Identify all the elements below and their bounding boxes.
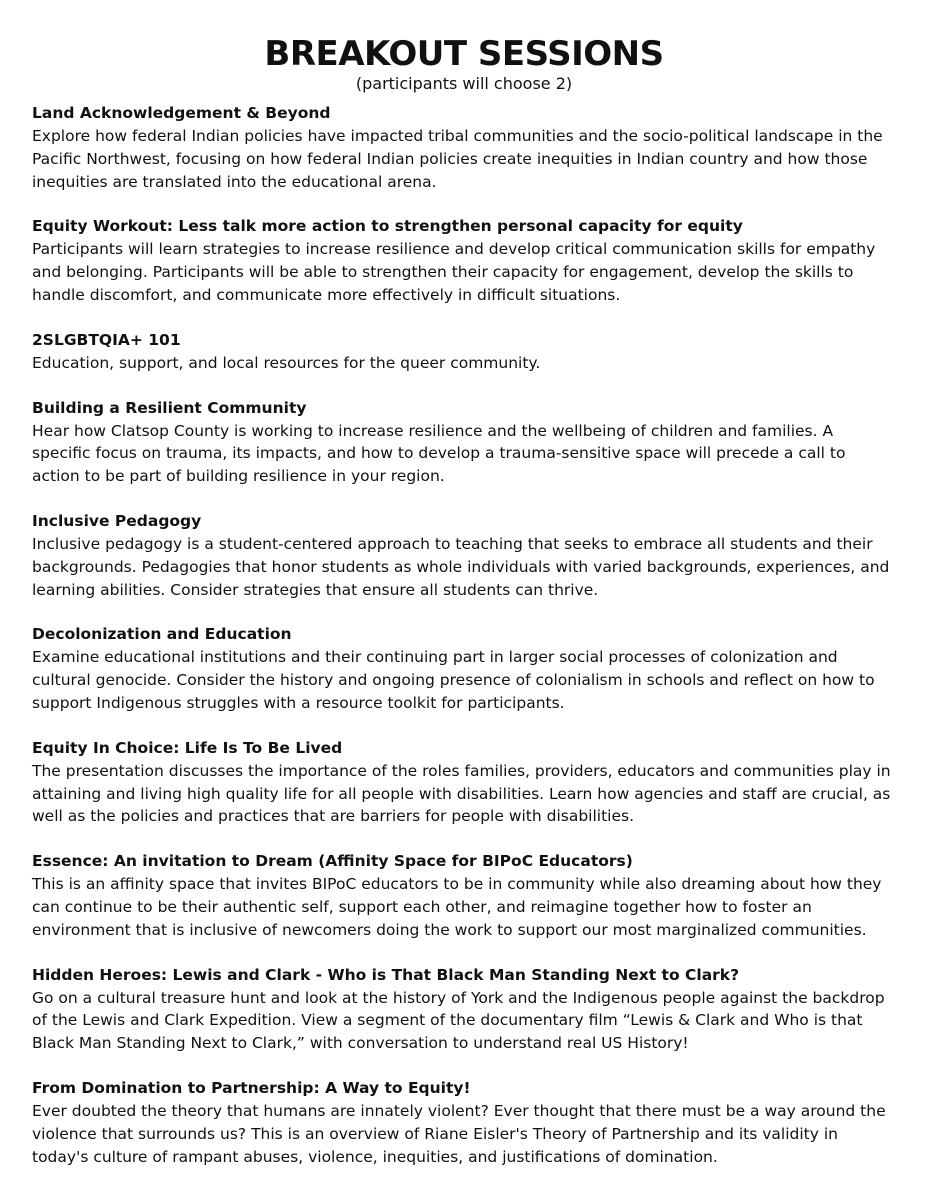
session-2slgbtqia-101 (32, 329, 896, 375)
session-title: Land Acknowledgement & Beyond (32, 104, 331, 122)
session-description: Hear how Clatsop County is working to increase resilience and the wellbeing of children and families. A specific focus on trauma, its impacts, and how to develop a trauma-sensitive space will precede a call to action to be part of building resilience in your region. (32, 421, 846, 486)
session-title: Building a Resilient Community (32, 398, 307, 417)
session-land-acknowledgement (32, 102, 896, 193)
session-title: Decolonization and Education (32, 625, 292, 644)
session-description: Ever doubted the theory that humans are innately violent? Ever thought that there must be a way around the violence that surrounds us? This is an overview of Riane Eisler's Theory of Partnership and its validity in today's culture of rampant abuses, violence, inequities, and justifications of domination. (32, 1101, 886, 1166)
session-resilient-community (32, 397, 896, 488)
session-description: This is an affinity space that invites BIPoC educators to be in community while also dreaming about how they can continue to be their authentic self, support each other, and reimagine together how to foster an environment that is inclusive of newcomers doing the work to support our most marginalized communities. (32, 875, 882, 939)
session-title: Equity Workout: Less talk more action to strengthen personal capacity for equity (32, 217, 743, 236)
session-equity-in-choice (32, 737, 896, 828)
session-description: Education, support, and local resources for the queer community. (32, 353, 541, 372)
session-essence-affinity-space (32, 850, 896, 941)
session-description: Examine educational institutions and their continuing part in larger social processes of colonization and cultural genocide. Consider the history and ongoing presence of colonialism in schools and reflect on how to support Indigenous struggles with a resource toolkit for participants. (32, 648, 875, 712)
session-description: The presentation discusses the importance of the roles families, providers, educators and communities play in attaining and living high quality life for all people with disabilities. Learn how agencies and staff are crucial, as well as the policies and practices that are barriers for people with disabilities. (32, 761, 891, 826)
page-subtitle: (participants will choose 2) (355, 74, 573, 93)
session-inclusive-pedagogy (32, 510, 896, 601)
page-title: BREAKOUT SESSIONS (264, 34, 664, 74)
session-title: Hidden Heroes: Lewis and Clark - Who is That Black Man Standing Next to Clark? (32, 965, 740, 984)
session-title: Essence: An invitation to Dream (Affinity Space for BIPoC Educators) (32, 852, 633, 871)
session-description: Explore how federal Indian policies have impacted tribal communities and the socio-political landscape in the Pacific Northwest, focusing on how federal Indian policies create inequities in Indian country and how those inequities are translated into the educational arena. (32, 127, 883, 191)
session-title: 2SLGBTQIA+ 101 (32, 330, 181, 349)
session-decolonization-education (32, 623, 896, 714)
session-domination-to-partnership (32, 1077, 896, 1168)
session-equity-workout (32, 215, 896, 306)
session-hidden-heroes (32, 964, 896, 1055)
session-title: From Domination to Partnership: A Way to Equity! (32, 1078, 471, 1097)
session-description: Go on a cultural treasure hunt and look at the history of York and the Indigenous people against the backdrop of the Lewis and Clark Expedition. View a segment of the documentary film “Lewis & Clark and Who is that Black Man Standing Next to Clark,” with conversation to understand real US History! (32, 988, 885, 1053)
session-description: Inclusive pedagogy is a student-centered approach to teaching that seeks to embrace all students and their backgrounds. Pedagogies that honor students as whole individuals with varied backgrounds, experiences, and learning abilities. Consider strategies that ensure all students can thrive. (32, 534, 890, 599)
session-description: Participants will learn strategies to increase resilience and develop critical communication skills for empathy and belonging. Participants will be able to strengthen their capacity for engagement, develop the skills to handle discomfort, and communicate more effectively in difficult situations. (32, 240, 876, 304)
session-title: Inclusive Pedagogy (32, 511, 202, 530)
session-title: Equity In Choice: Life Is To Be Lived (32, 738, 343, 757)
